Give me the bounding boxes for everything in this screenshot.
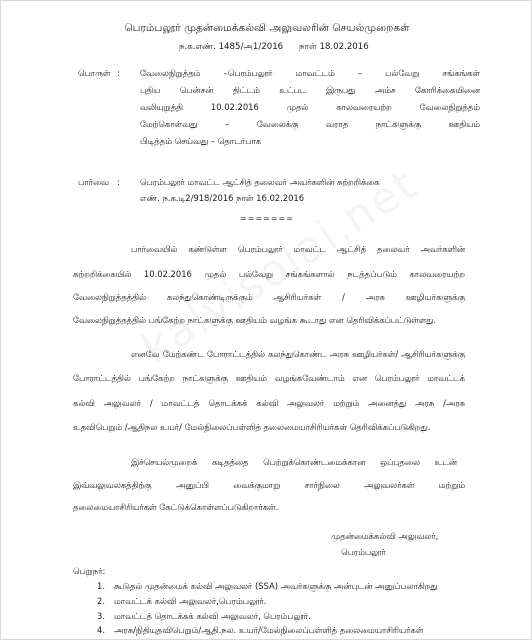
subject-line-4: மேற்கொள்வது – வேலைக்கு வராத நாட்களுக்கு ஊதியம்	[140, 119, 480, 129]
recipient-item-3: மாவட்டத் தொடக்கக் கல்வி அலுவலர், பெரம்பலூர்.	[114, 611, 311, 621]
reference-line-1: பெரம்பலூர் மாவட்ட ஆட்சித் தலைவர் அவர்களின் சுற்றறிக்கை	[140, 177, 380, 187]
document-title: பெரம்பலூர் முதன்மைக்கல்வி அலுவலரின் செயல்முறைகள்	[124, 22, 410, 34]
subject-line-3: வலியுறுத்தி 10.02.2016 முதல் காலவரையற்ற வேலைநிறுத்தம்	[140, 102, 480, 112]
recipient-number-4: 4.	[97, 625, 105, 635]
para1-line-2: சுற்றறிக்கையில் 10.02.2016 முதல் பல்வேறு சங்கங்களால் நடத்தப்படும் காலவரையற்ற	[73, 269, 465, 279]
para1-line-4: வேலைநிறுத்தத்தில் பங்கேற்ற நாட்களுக்கு ஊதியம் வழங்க கூடாது என தெரிவிக்கப்பட்டுள்ளது.	[73, 315, 437, 325]
recipient-item-4: அரசு/நிதியுதவிபெறும்/ஆதி.நல. உயர்/மேல்நிலைப்பள்ளித் தலைமையாசிரியர்கள்	[114, 625, 424, 635]
reference-label: பார்வை	[78, 177, 109, 187]
recipient-item-2: மாவட்டக் கல்வி அலுவலர்,பெரம்பலூர்.	[114, 596, 267, 606]
subject-colon: :	[117, 68, 120, 78]
reference-line-2: எண். ந.க.டி2/918/2016 நாள் 16.02.2016	[140, 193, 305, 203]
subject-label: பொருள்	[78, 68, 111, 78]
para2-line-2: போராட்டத்தில் பங்கேற்ற நாட்களுக்கு ஊதியம் வழங்கவேண்டாம் என பெரம்பலூர் மாவட்டக்	[73, 373, 465, 383]
recipient-number-1: 1.	[97, 581, 105, 591]
para3-line-2: இவ்வலுவலகத்திற்கு அனுப்பி வைக்குமாறு சார்நிலை அலுவலர்கள் மற்றும்	[73, 480, 465, 490]
recipient-number-2: 2.	[97, 596, 105, 606]
recipients-label: பெறுநர்:	[73, 566, 106, 576]
reference-number: ந.க.எண். 1485/அ1/2016	[179, 42, 284, 52]
para1-line-1: பார்வையில் கண்டுள்ள பெரம்பலூர் மாவட்ட ஆட்சித் தலைவர் அவர்களின்	[131, 244, 465, 254]
subject-line-1: வேலைநிறுத்தம் –பெரம்பலூர் மாவட்டம் – பல்வேறு சங்கங்கள்	[140, 68, 480, 78]
signatory-designation: முதன்மைக்கல்வி அலுவலர்,	[331, 531, 439, 541]
subject-line-2: புதிய பென்சன் திட்டம் உட்பட இருபது அம்ச கோரிக்கையினை	[140, 85, 480, 95]
document-date: நாள் 18.02.2016	[299, 42, 369, 52]
para2-line-3: கல்வி அலுவலர் / மாவட்டத் தொடக்கக் கல்வி அலுவலர் மற்றும் அனைத்து அரசு /அரசு	[73, 398, 465, 408]
subject-line-5: பிடித்தம் செய்வது – தொடர்பாக	[140, 136, 262, 146]
para1-line-3: வேலைநிறுத்தத்தில் கலந்துகொண்டிருக்கும் ஆசிரியர்கள் / அரசு ஊழியர்களுக்கு	[73, 292, 465, 302]
signatory-place: பெரம்பலூர்	[341, 547, 386, 557]
reference-colon: :	[117, 177, 120, 187]
para2-line-4: உதவிபெறும் /ஆதிநல உயர்/ மேல்நிலைப்பள்ளித் தலைமையாசிரியர்கள் தெரிவிக்கப்படுகிறது.	[73, 422, 431, 432]
recipient-item-1: கூடுதல் முதன்மைக் கல்வி அலுவலர் (SSA) அவர்களுக்கு அன்புடன் அனுப்பலாகிறது	[114, 581, 438, 591]
para3-line-1: இச்செயல்முறைக் கடிதத்தை பெற்றுக்கொண்டமைக்கான ஒப்புதலை உடன்	[131, 457, 457, 467]
para3-line-3: தலைமையாசிரியர்கள் கேட்டுக்கொள்ளப்படுகிறார்கள்.	[73, 502, 279, 512]
para2-line-1: எனவே மேற்கண்ட போராட்டத்தில் கலந்துகொண்ட அரசு ஊழியர்கள்/ ஆசிரியர்களுக்கு	[131, 349, 465, 359]
separator: =======	[240, 214, 294, 223]
recipient-number-3: 3.	[97, 611, 105, 621]
watermark	[133, 159, 427, 375]
